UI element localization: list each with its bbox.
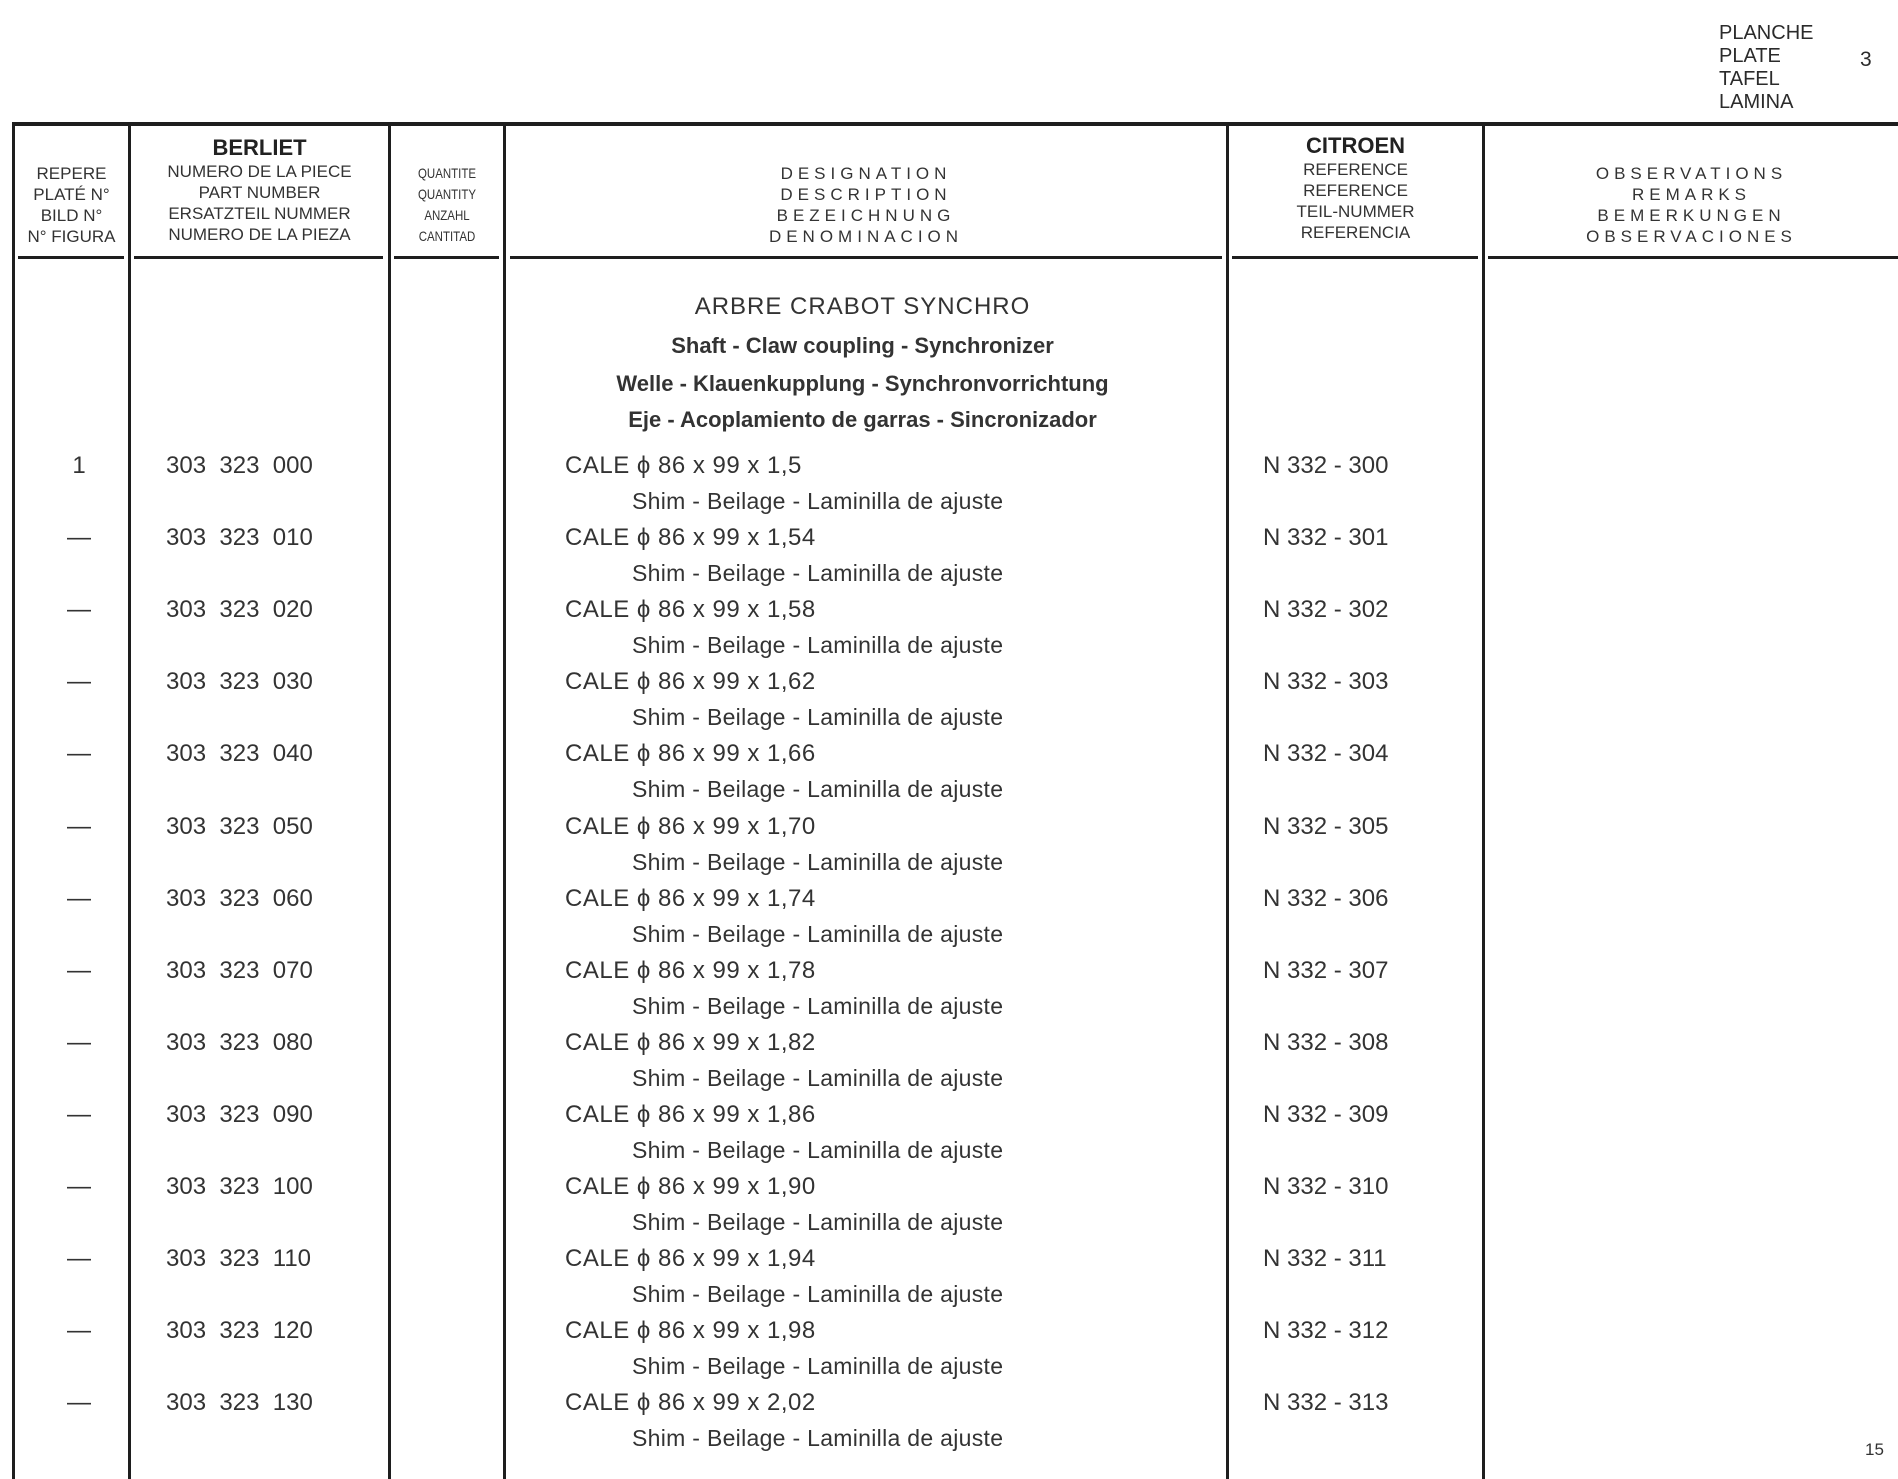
header-citroen-en: REFERENCE (1303, 181, 1408, 200)
header-quantity-de: ANZAHL (424, 207, 470, 223)
header-rule-observations (1488, 256, 1898, 259)
row-citroen-reference: N 332 - 302 (1263, 596, 1389, 624)
header-designation-de: BEZEICHNUNG (776, 206, 956, 225)
row-designation-translation: Shim - Beilage - Laminilla de ajuste (632, 704, 1004, 731)
row-citroen-reference: N 332 - 312 (1263, 1317, 1389, 1345)
section-title-en: Shaft - Claw coupling - Synchronizer (671, 333, 1054, 358)
row-designation: CALE ϕ 86 x 99 x 1,70 (565, 812, 816, 840)
row-repere: — (67, 1317, 91, 1345)
row-designation-translation: Shim - Beilage - Laminilla de ajuste (632, 1064, 1004, 1091)
section-title (505, 0, 1220, 440)
row-citroen-reference: N 332 - 311 (1263, 1245, 1387, 1273)
header-citroen-fr: REFERENCE (1303, 160, 1408, 179)
row-designation: CALE ϕ 86 x 99 x 1,86 (565, 1100, 816, 1128)
row-designation-translation: Shim - Beilage - Laminilla de ajuste (632, 1209, 1004, 1235)
header-quantity-fr: QUANTITE (417, 165, 477, 181)
plate-label-fr: PLANCHE (1719, 22, 1814, 44)
table-row (0, 957, 1898, 1029)
row-designation-translation: Shim - Beilage - Laminilla de ajuste (632, 560, 1004, 587)
row-repere: — (67, 596, 91, 624)
row-part-number: 303 323 060 (166, 884, 313, 912)
section-title-es: Eje - Acoplamiento de garras - Sincronizador (628, 407, 1097, 432)
header-quantity (391, 163, 503, 247)
row-designation-translation: Shim - Beilage - Laminilla de ajuste (632, 920, 1004, 947)
row-part-number: 303 323 050 (166, 812, 313, 840)
row-designation: CALE ϕ 86 x 99 x 1,74 (565, 884, 816, 912)
row-designation-translation: Shim - Beilage - Laminilla de ajuste (632, 1425, 1004, 1452)
header-rule-citroen (1232, 256, 1478, 259)
row-part-number: 303 323 130 (166, 1389, 313, 1417)
header-citroen-de: TEIL-NUMMER (1296, 202, 1415, 221)
row-citroen-reference: N 332 - 309 (1263, 1100, 1389, 1128)
row-repere: — (67, 812, 91, 840)
row-repere: — (67, 1028, 91, 1056)
table-row (0, 885, 1898, 957)
section-title-de: Welle - Klauenkupplung - Synchronvorrichtung (616, 371, 1109, 396)
row-repere: — (67, 740, 91, 768)
table-row (0, 668, 1898, 740)
row-citroen-reference: N 332 - 313 (1263, 1389, 1389, 1417)
row-citroen-reference: N 332 - 303 (1263, 668, 1389, 696)
header-rule-berliet (134, 256, 383, 259)
header-berliet-fr: NUMERO DE LA PIECE (167, 162, 352, 181)
row-designation: CALE ϕ 86 x 99 x 1,58 (565, 596, 816, 624)
header-designation-fr: DESIGNATION (780, 164, 952, 183)
row-citroen-reference: N 332 - 310 (1263, 1173, 1389, 1200)
row-repere: — (67, 1245, 91, 1273)
row-designation-translation: Shim - Beilage - Laminilla de ajuste (632, 1281, 1004, 1308)
row-part-number: 303 323 000 (166, 452, 313, 479)
header-berliet-en: PART NUMBER (198, 183, 321, 202)
row-designation: CALE ϕ 86 x 99 x 1,90 (565, 1173, 816, 1200)
row-citroen-reference: N 332 - 301 (1263, 524, 1389, 552)
row-part-number: 303 323 030 (166, 668, 313, 696)
header-designation-es: DENOMINACION (768, 227, 964, 246)
table-row (0, 1029, 1898, 1101)
table-row (0, 524, 1898, 596)
header-repere-fr: REPERE (36, 164, 107, 183)
row-designation: CALE ϕ 86 x 99 x 1,94 (565, 1245, 816, 1273)
header-quantity-en: QUANTITY (417, 186, 477, 202)
plate-number: 3 (1860, 48, 1872, 71)
row-repere: — (67, 956, 91, 984)
row-citroen-reference: N 332 - 300 (1263, 452, 1389, 479)
table-row (0, 1245, 1898, 1317)
row-repere: — (67, 1173, 91, 1200)
row-repere: — (67, 668, 91, 696)
row-citroen-reference: N 332 - 308 (1263, 1028, 1389, 1056)
row-part-number: 303 323 010 (166, 524, 313, 552)
row-designation: CALE ϕ 86 x 99 x 1,98 (565, 1317, 816, 1345)
row-part-number: 303 323 110 (166, 1245, 312, 1273)
table-row (0, 596, 1898, 668)
header-observations (1485, 163, 1898, 247)
row-designation: CALE ϕ 86 x 99 x 1,78 (565, 956, 816, 984)
plate-label-es: LAMINA (1719, 91, 1794, 113)
table-row (0, 452, 1898, 524)
row-repere: — (67, 1100, 91, 1128)
table-row (0, 1389, 1898, 1461)
header-repere-de: BILD N° (40, 206, 103, 225)
row-designation-translation: Shim - Beilage - Laminilla de ajuste (632, 632, 1004, 659)
row-part-number: 303 323 100 (166, 1173, 313, 1200)
row-repere: 1 (72, 452, 86, 479)
row-part-number: 303 323 090 (166, 1100, 313, 1128)
row-designation-translation: Shim - Beilage - Laminilla de ajuste (632, 992, 1004, 1019)
plate-label-de: TAFEL (1719, 68, 1780, 90)
page-number: 15 (1865, 1440, 1884, 1459)
section-title-fr: ARBRE CRABOT SYNCHRO (694, 293, 1031, 320)
header-observations-es: OBSERVACIONES (1586, 227, 1797, 246)
row-repere: — (67, 1389, 91, 1417)
row-part-number: 303 323 120 (166, 1317, 313, 1345)
header-rule-repere (18, 256, 124, 259)
header-rule-quantity (394, 256, 499, 259)
header-observations-de: BEMERKUNGEN (1597, 206, 1786, 225)
header-observations-fr: OBSERVATIONS (1595, 164, 1788, 183)
row-designation-translation: Shim - Beilage - Laminilla de ajuste (632, 776, 1004, 803)
header-citroen-es: REFERENCIA (1300, 223, 1411, 242)
row-citroen-reference: N 332 - 307 (1263, 956, 1389, 984)
header-observations-en: REMARKS (1631, 185, 1752, 204)
row-citroen-reference: N 332 - 305 (1263, 812, 1389, 840)
row-designation-translation: Shim - Beilage - Laminilla de ajuste (632, 848, 1004, 875)
header-citroen (1229, 133, 1482, 243)
table-row (0, 1101, 1898, 1173)
row-designation: CALE ϕ 86 x 99 x 1,66 (565, 740, 816, 768)
row-designation-translation: Shim - Beilage - Laminilla de ajuste (632, 1353, 1004, 1380)
row-designation: CALE ϕ 86 x 99 x 1,62 (565, 668, 816, 696)
row-citroen-reference: N 332 - 306 (1263, 884, 1389, 912)
row-designation: CALE ϕ 86 x 99 x 1,54 (565, 524, 816, 552)
row-designation: CALE ϕ 86 x 99 x 1,5 (565, 452, 802, 479)
header-quantity-es: CANTITAD (418, 228, 476, 244)
row-repere: — (67, 884, 91, 912)
row-part-number: 303 323 080 (166, 1028, 313, 1056)
table-row (0, 1173, 1898, 1245)
header-repere (15, 163, 128, 247)
header-repere-en: PLATÉ N° (33, 185, 110, 204)
header-berliet-title: BERLIET (212, 135, 307, 160)
row-designation: CALE ϕ 86 x 99 x 2,02 (565, 1389, 816, 1417)
table-row (0, 1317, 1898, 1389)
row-part-number: 303 323 020 (166, 596, 313, 624)
table-row (0, 813, 1898, 885)
row-repere: — (67, 524, 91, 552)
header-berliet (131, 135, 388, 245)
row-designation-translation: Shim - Beilage - Laminilla de ajuste (632, 1136, 1004, 1163)
header-designation-en: DESCRIPTION (780, 185, 952, 204)
row-designation-translation: Shim - Beilage - Laminilla de ajuste (632, 488, 1004, 514)
row-part-number: 303 323 070 (166, 956, 313, 984)
header-citroen-title: CITROEN (1306, 133, 1405, 158)
plate-label (1719, 22, 1813, 114)
header-berliet-de: ERSATZTEIL NUMMER (168, 204, 351, 223)
row-part-number: 303 323 040 (166, 740, 313, 768)
row-designation: CALE ϕ 86 x 99 x 1,82 (565, 1028, 816, 1056)
table-row (0, 740, 1898, 812)
header-repere-es: N° FIGURA (27, 227, 116, 246)
plate-label-en: PLATE (1719, 45, 1781, 67)
row-citroen-reference: N 332 - 304 (1263, 740, 1389, 768)
header-berliet-es: NUMERO DE LA PIEZA (168, 225, 351, 244)
